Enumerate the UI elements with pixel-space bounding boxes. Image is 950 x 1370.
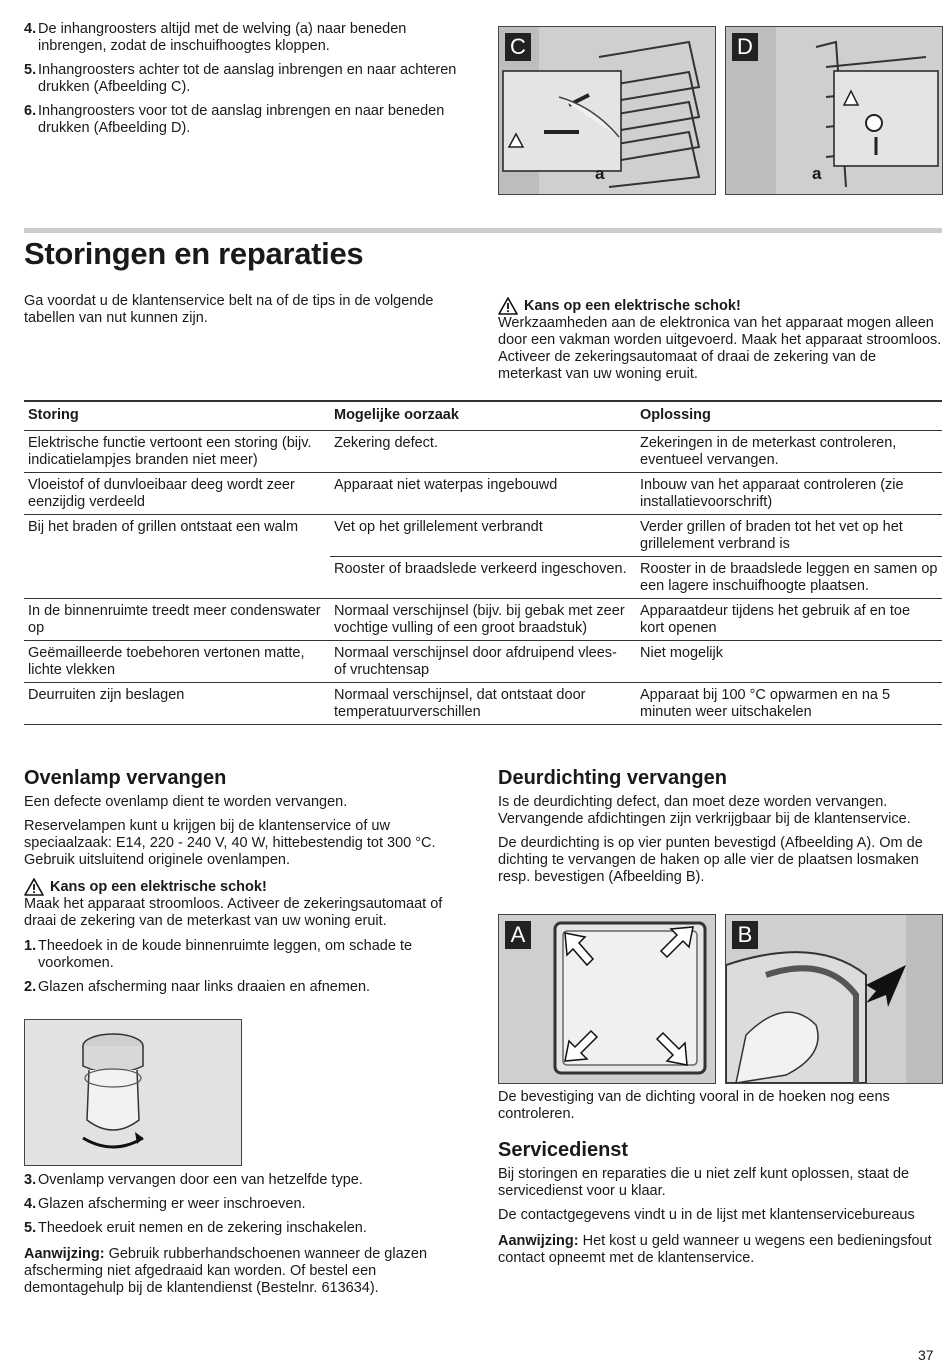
ovenlamp-note: Aanwijzing: Gebruik rubberhandschoenen wanneer de glazen afscherming niet afgedraaid kan worden. Of bestel een demontagehulp bij de klantendienst (Bestelnr. 613634). bbox=[24, 1246, 428, 1296]
figure-c-rack-back bbox=[498, 26, 716, 195]
ovenlamp-section-continued bbox=[24, 1172, 468, 1297]
lamp-cover-illustration bbox=[25, 1020, 241, 1165]
step-item: 5. Theedoek eruit nemen en de zekering inschakelen. bbox=[24, 1220, 367, 1236]
ovenlamp-steps-b bbox=[24, 1172, 468, 1237]
welving-mark-a: a bbox=[812, 164, 822, 183]
figure-a-label: A bbox=[505, 921, 531, 949]
deurdichting-section bbox=[498, 766, 942, 886]
section-divider bbox=[24, 228, 942, 233]
figure-b-label: B bbox=[732, 921, 758, 949]
table-row: Deurruiten zijn beslagen Normaal verschijnsel, dat ontstaat door temperatuurverschillen Apparaat bij 100 °C opwarmen en na 5 minuten weer uitschakelen bbox=[24, 683, 942, 725]
electric-shock-warning bbox=[498, 297, 942, 383]
table-header-row bbox=[24, 401, 942, 431]
door-seal-illustration-a bbox=[499, 915, 715, 1083]
servicedienst-note: Aanwijzing: Het kost u geld wanneer u wegens een bedieningsfout contact opneemt met de klantenservice. bbox=[498, 1233, 932, 1266]
intro-text: Ga voordat u de klantenservice belt na of de tips in de volgende tabellen van nut kunnen zijn. bbox=[24, 293, 434, 326]
warning-heading: Kans op een elektrische schok! bbox=[498, 297, 942, 315]
table-row: Vloeistof of dunvloeibaar deeg wordt zeer eenzijdig verdeeld Apparaat niet waterpas ingebouwd Inbouw van het apparaat controleren (zie installatievoorschrift) bbox=[24, 473, 942, 515]
column-header-oplossing: Oplossing bbox=[636, 401, 942, 431]
section-title: Storingen en reparaties bbox=[24, 236, 364, 271]
figure-d-label: D bbox=[732, 33, 758, 61]
ovenlamp-title: Ovenlamp vervangen bbox=[24, 767, 227, 789]
servicedienst-p2: De contactgegevens vindt u in de lijst met klantenservicebureaus bbox=[498, 1207, 915, 1223]
rack-illustration-d bbox=[726, 27, 942, 194]
ovenlamp-section bbox=[24, 766, 468, 1003]
deurdichting-title: Deurdichting vervangen bbox=[498, 767, 727, 789]
warning-text: Werkzaamheden aan de elektronica van het apparaat mogen alleen door een vakman worden uitgevoerd. Maak het apparaat stroomloos. Activeer de zekeringsautomaat of draai de zekering van de meterkast van uw woning eruit. bbox=[498, 315, 942, 382]
table-row: Elektrische functie vertoont een storing (bijv. indicatielampjes branden niet meer) Zekering defect. Zekeringen in de meterkast controleren, eventueel vervangen. bbox=[28, 435, 897, 468]
deurdichting-section-continued bbox=[498, 1089, 942, 1267]
table-row: Bij het braden of grillen ontstaat een walm Vet op het grillelement verbrandt Verder grillen of braden tot het vet op het grillelement verbrand is bbox=[24, 515, 942, 557]
rack-illustration-c bbox=[499, 27, 715, 194]
step-item: 3. Ovenlamp vervangen door een van hetzelfde type. bbox=[24, 1172, 363, 1188]
figure-oven-lamp bbox=[24, 1019, 242, 1166]
figure-a-door-seal bbox=[498, 914, 716, 1084]
table-row: Geëmailleerde toebehoren vertonen matte, lichte vlekken Normaal verschijnsel door afdruipend vlees- of vruchtensap Niet mogelijk bbox=[24, 641, 942, 683]
table-row: Rooster of braadslede verkeerd ingeschoven. Rooster in de braadslede leggen en samen op een lagere inschuifhoogte plaatsen. bbox=[24, 557, 942, 599]
step-item: 1. Theedoek in de koude binnenruimte leggen, om schade te voorkomen. bbox=[24, 938, 413, 971]
step-item: 4. De inhangroosters altijd met de welving (a) naar beneden inbrengen, zodat de inschuifhoogtes kloppen. bbox=[24, 21, 407, 54]
page-number: 37 bbox=[918, 1347, 934, 1363]
troubleshooting-table bbox=[24, 400, 942, 725]
figure-c-label: C bbox=[505, 33, 531, 61]
step-item: 2. Glazen afscherming naar links draaien en afnemen. bbox=[24, 979, 371, 995]
warning-heading: Kans op een elektrische schok! bbox=[24, 878, 468, 896]
figure-d-rack-front bbox=[725, 26, 943, 195]
ovenlamp-p1: Een defecte ovenlamp dient te worden vervangen. bbox=[24, 794, 348, 810]
deurdichting-p1: Is de deurdichting defect, dan moet deze worden vervangen. Vervangende afdichtingen zijn verkrijgbaar bij de klantenservice. bbox=[498, 794, 911, 827]
deurdichting-p2: De deurdichting is op vier punten bevestigd (Afbeelding A). Om de dichting te vervangen de haken op alle vier de plaatsen losmaken resp. bevestigen (Afbeelding B). bbox=[498, 835, 923, 885]
warning-text: Maak het apparaat stroomloos. Activeer de zekeringsautomaat of draai de zekering van de meterkast van uw woning eruit. bbox=[24, 896, 443, 929]
column-header-oorzaak: Mogelijke oorzaak bbox=[330, 401, 636, 431]
step-item: 5. Inhangroosters achter tot de aanslag inbrengen en naar achteren drukken (Afbeelding C). bbox=[24, 62, 457, 95]
table-row: In de binnenruimte treedt meer condenswater op Normaal verschijnsel (bijv. bij gebak met zeer vochtige vulling of een groot braadstuk) Apparaatdeur tijdens het gebruik af en toe kort openen bbox=[24, 599, 942, 641]
warning-triangle-icon bbox=[498, 297, 518, 315]
warning-triangle-icon bbox=[24, 878, 44, 896]
door-seal-illustration-b bbox=[726, 915, 942, 1083]
ovenlamp-steps-a bbox=[24, 938, 468, 996]
figure-b-door-seal-hook bbox=[725, 914, 943, 1084]
deurdichting-p3: De bevestiging van de dichting vooral in de hoeken nog eens controleren. bbox=[498, 1089, 890, 1122]
column-header-storing: Storing bbox=[24, 401, 330, 431]
step-item: 4. Glazen afscherming er weer inschroeven. bbox=[24, 1196, 306, 1212]
step-item: 6. Inhangroosters voor tot de aanslag inbrengen en naar beneden drukken (Afbeelding D). bbox=[24, 103, 445, 136]
ovenlamp-p2: Reservelampen kunt u krijgen bij de klantenservice of uw speciaalzaak: E14, 220 - 240 V, 40 W, hittebestendig tot 300 °C. Gebruik uitsluitend originele ovenlampen. bbox=[24, 818, 436, 868]
servicedienst-title: Servicedienst bbox=[498, 1139, 629, 1161]
servicedienst-p1: Bij storingen en reparaties die u niet zelf kunt oplossen, staat de servicedienst voor u klaar. bbox=[498, 1166, 910, 1199]
top-steps-list bbox=[24, 21, 464, 144]
welving-mark-a: a bbox=[595, 164, 605, 183]
